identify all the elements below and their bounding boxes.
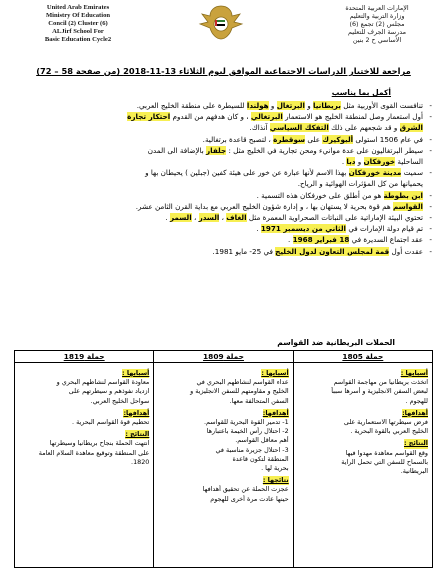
review-item: - القواسم هم قوة بحرية لا يستهان بها ، و إدارة شؤون الخليج العربي مع بداية القرن الثامن عشر. bbox=[14, 201, 423, 212]
review-item: - ابن بطوطة هو من أطلق على خورفكان هذه التسمية . bbox=[14, 190, 423, 201]
header-line: مجلس (2) تجمع (6) bbox=[349, 20, 405, 28]
answer-highlight: جلفار bbox=[206, 145, 227, 155]
campaigns-table bbox=[14, 350, 433, 568]
review-item: الشرق و قد شجعهم على ذلك التفكك السياسي آنذاك. bbox=[249, 123, 423, 133]
review-item: - سيطر البرتغاليون على عدة موانيء ومحن تجارية في الخليج مثل : جلفار بالإضافة الى المدن bbox=[14, 145, 423, 156]
campaign-cell bbox=[154, 363, 293, 568]
review-item: - عقد اجتماع السديرة في 18 فبراير 1968 . bbox=[14, 234, 423, 245]
campaign-section-label: أهدافها: bbox=[262, 408, 289, 417]
review-item: - عقدت أول قمة لمجلس التعاون لدول الخليج في 25- مايو 1981. bbox=[14, 246, 423, 257]
answer-highlight: سوقطرة bbox=[273, 134, 306, 144]
header-line: Basic Education Cycle2 bbox=[44, 36, 112, 43]
answer-highlight: السدر bbox=[198, 213, 220, 223]
header-line: مدرسة الجرف للتعليم bbox=[347, 28, 407, 36]
answer-highlight: البرتغالي bbox=[250, 112, 283, 122]
campaign-section-label: أهدافها: bbox=[402, 408, 428, 417]
campaign-header: حملة 1819 bbox=[15, 351, 154, 363]
answer-highlight: البرتغال bbox=[276, 101, 305, 110]
header-line: وزارة التربية والتعليم bbox=[349, 12, 405, 20]
answer-highlight: هولندا bbox=[246, 101, 269, 110]
campaign-text-line: وقع القواسم معاهدة مهدوا فيها bbox=[345, 448, 428, 457]
campaign-header: حملة 1809 bbox=[154, 351, 293, 363]
campaign-section-label: نتائجها : bbox=[262, 476, 289, 485]
campaign-text-line: 3- احتلال جزيرة مناسبة في bbox=[215, 445, 289, 454]
campaign-text-line: الخليج و مقاومتهم للسفن الانجليزية و bbox=[190, 387, 289, 396]
review-item: - تم قيام دولة الإمارات في الثاني من ديسمبر 1971 . bbox=[14, 223, 423, 234]
uae-emblem-icon bbox=[196, 2, 246, 42]
campaign-text-line: بحرية لها . bbox=[261, 464, 289, 473]
answer-highlight: الشرق bbox=[399, 123, 423, 133]
header-line: الإمارات العربية المتحدة bbox=[345, 4, 409, 12]
answer-highlight: القواسم bbox=[392, 201, 423, 211]
header-line: ALJirf School For bbox=[52, 28, 104, 35]
review-list bbox=[14, 100, 433, 257]
campaign-text-line: اتخذت بريطانيا من مهاجمة القواسم bbox=[333, 378, 428, 387]
campaign-text-line: أهم معاقل القواسم. bbox=[235, 436, 289, 445]
review-item: - أول استعمار وصل لمنطقة الخليج هو الاستعمار البرتغالي ، و كان هدفهم من القدوم احتكار تجارة bbox=[14, 111, 423, 122]
campaign-section-label: النتائج : bbox=[125, 430, 150, 439]
review-item: - تنافست القوى الأوربية مثل بريطانيا و البرتغال و هولندا للسيطرة على منطقة الخليج العربي. bbox=[14, 100, 423, 111]
answer-highlight: ألبوكيرك bbox=[322, 134, 354, 144]
review-item: الساحلية خورفكان و دبا . bbox=[341, 157, 423, 167]
campaign-text-line: لبعض السفن الانجليزية و أسرها سبباً bbox=[331, 387, 428, 396]
campaign-text-line: تحطيم قوة القواسم البحرية . bbox=[72, 418, 150, 427]
header-line: United Arab Emirates bbox=[46, 4, 110, 11]
campaign-text-line: ازدياد نفوذهم و سيطرتهم على bbox=[68, 387, 150, 396]
campaign-text-line: 1- تدمير القوة البحرية للقواسم. bbox=[204, 418, 289, 427]
campaign-text-line: السفن المتحالفة معها. bbox=[229, 396, 289, 405]
campaign-text-line: البريطانية. bbox=[400, 467, 428, 476]
campaign-text-line: على المنطقة وتوقيع معاهدة السلام العامة bbox=[38, 448, 150, 457]
campaign-section-label: أهدافها: bbox=[123, 408, 150, 417]
answer-highlight: الغاف bbox=[226, 213, 247, 223]
campaign-text-line: الخليج العربي بالقوة البحرية . bbox=[350, 427, 428, 436]
campaign-cell bbox=[15, 363, 154, 568]
campaign-text-line: بالسماح للسفن التي تحمل الراية bbox=[341, 457, 428, 466]
header-line: الأساسي ح 2 بنين bbox=[352, 36, 402, 44]
campaign-text-line: عجزت الحملة عن تحقيق أهدافها bbox=[202, 485, 289, 494]
campaign-text-line: للهجوم . bbox=[405, 396, 428, 405]
campaign-section-label: أسبابها : bbox=[122, 369, 150, 377]
campaign-text-line: عداء القواسم لنشاطهم البحري في bbox=[196, 378, 289, 387]
campaign-text-line: المنطقة لتكون قاعدة bbox=[232, 454, 289, 463]
campaign-section-label: النتائج : bbox=[404, 439, 428, 448]
campaign-text-line: سواحل الخليج العربي. bbox=[90, 396, 150, 405]
campaign-text-line: انتهت الحملة بنجاح بريطانيا وسيطرتها bbox=[49, 439, 150, 448]
answer-highlight: دبا bbox=[346, 157, 356, 167]
answer-highlight: قمة لمجلس التعاون لدول الخليج bbox=[275, 246, 390, 256]
answer-highlight: مدينة خورفكان bbox=[348, 168, 402, 178]
header-english bbox=[18, 4, 138, 44]
campaign-header: حملة 1805 bbox=[293, 351, 432, 363]
answer-highlight: بريطانيا bbox=[313, 101, 341, 110]
campaign-text-line: 2- احتلال رأس الخيمة باعتبارها bbox=[206, 427, 289, 436]
review-item: - في عام 1506 استولى ألبوكيرك على سوقطرة ، لتصبح قاعدة برتغالية. bbox=[14, 134, 423, 145]
answer-highlight: 18 فبراير 1968 bbox=[292, 235, 350, 245]
campaign-section-label: أسبابها : bbox=[261, 369, 289, 377]
campaign-text-line: 1820. bbox=[131, 457, 150, 466]
campaign-cell bbox=[293, 363, 432, 568]
task-heading: أكمل بما يناسب bbox=[331, 88, 391, 97]
header-line: Concil (2) Cluster (6) bbox=[48, 20, 108, 27]
review-item: - سميت مدينة خورفكان بهذا الاسم لأنها عبارة عن خور على هيئة كفين (جبلين ) يحيطان بها و bbox=[14, 167, 423, 178]
review-item: يحميانها من كل المؤثرات الهوائية و الرياح. bbox=[297, 179, 423, 189]
answer-highlight: ابن بطوطة bbox=[383, 190, 423, 200]
campaign-text-line: حينها عادت مرة أخرى للهجوم bbox=[210, 494, 289, 503]
answer-highlight: التفكك السياسي bbox=[269, 123, 329, 133]
answer-highlight: السمر bbox=[169, 213, 192, 223]
review-item: - تحتوي البيئة الإماراتية على النباتات الصحراوية المعمرة مثل الغاف ، السدر ، السمر . bbox=[14, 212, 423, 223]
answer-highlight: احتكار تجارة bbox=[127, 112, 171, 122]
header-arabic bbox=[317, 4, 437, 44]
answer-highlight: الثاني من ديسمبر 1971 bbox=[260, 224, 347, 234]
campaign-section-label: أسبابها : bbox=[400, 369, 428, 377]
header-line: Ministry Of Education bbox=[45, 12, 111, 19]
campaign-text-line: معاودة القواسم لنشاطهم البحري و bbox=[56, 378, 150, 387]
answer-highlight: خورفكان bbox=[363, 157, 396, 167]
section-title: الحملات البريطانية ضد القواسم bbox=[277, 338, 395, 347]
campaign-text-line: فرض سيطرتها الاستعمارية على bbox=[343, 418, 428, 427]
page-title: مراجعة للاختبار الدراسات الاجتماعية الموافق ليوم الثلاثاء 13-11-2018 (من صفحة 58 – 72) bbox=[36, 66, 411, 76]
